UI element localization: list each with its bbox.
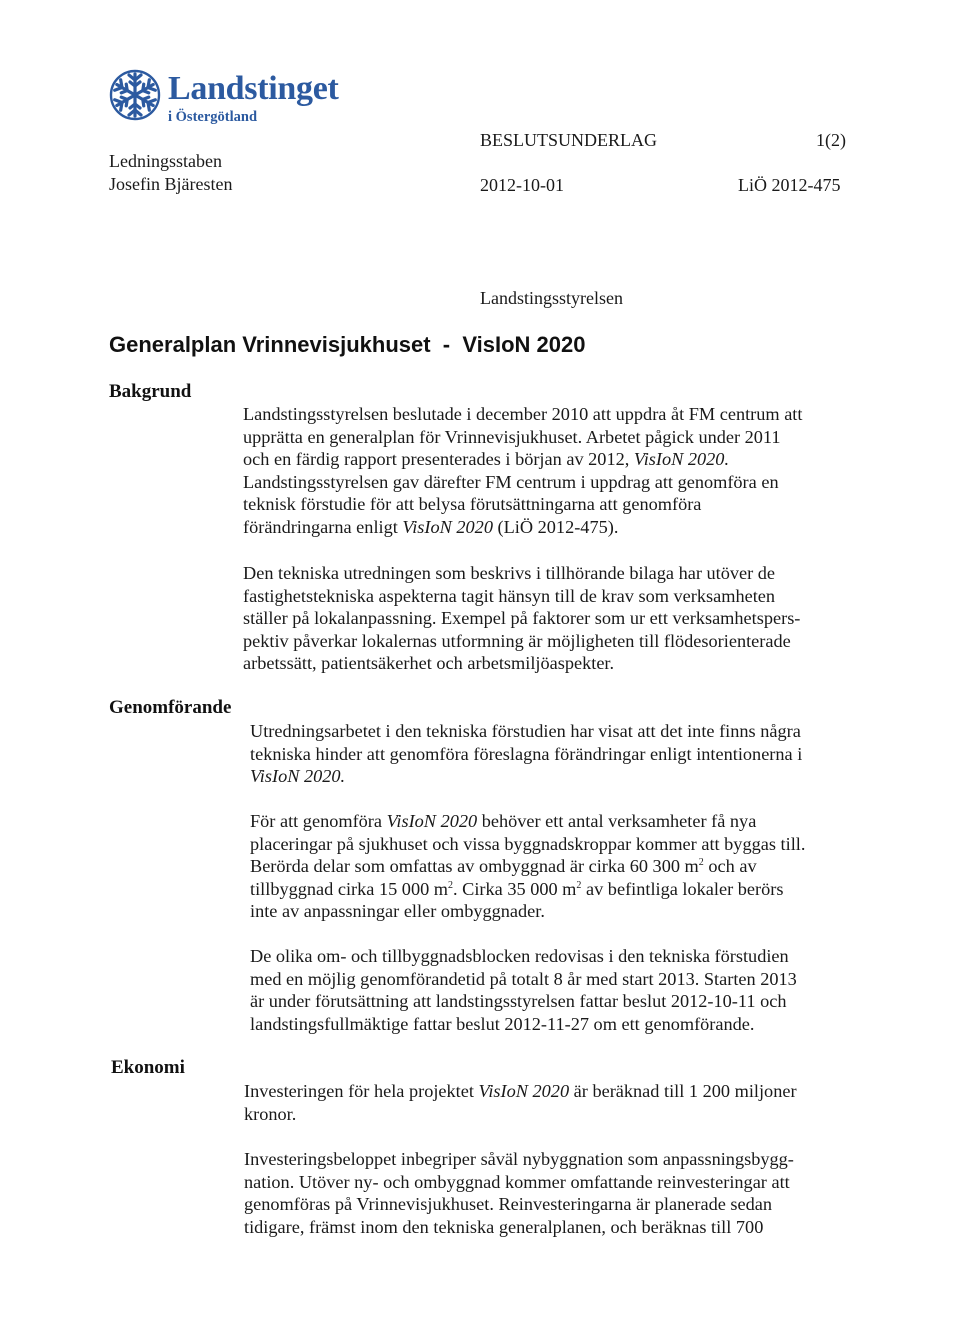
text-run: och av (708, 856, 757, 877)
genomforande-paragraph-2 (250, 810, 805, 923)
text-run: är beräknad till 1 200 miljoner (573, 1081, 797, 1101)
text-line: pektiv påverkar lokalernas utformning är möjligheten till flödesorienterade (243, 630, 791, 651)
text-run: För att genomföra (250, 811, 382, 831)
logo-subtitle: i Östergötland (168, 109, 258, 125)
logo-name: Landstinget (168, 70, 339, 107)
project-name: VisIoN 2020 (478, 1081, 570, 1101)
text-run: Investeringen för hela projektet (244, 1081, 474, 1101)
text-run: tillbyggnad cirka 15 000 m (250, 878, 449, 899)
text-line: De olika om- och tillbyggnadsblocken redovisas i den tekniska förstudien (250, 946, 789, 966)
document-title: Generalplan Vrinnevisjukhuset - VisIoN 2020 (109, 332, 586, 357)
text-run: och en färdig rapport presenterades i början av 2012, (243, 449, 630, 470)
text-line: arbetssätt, patientsäkerhet och arbetsmiljöaspekter. (243, 653, 615, 674)
text-line: ställer på lokalanpassning. Exempel på faktorer som ur ett verksamhetspers- (243, 608, 801, 629)
text-line: teknisk förstudie för att belysa förutsättningarna att genomföra (243, 494, 702, 515)
department: Ledningsstaben (109, 151, 222, 171)
text-run: Berörda delar som omfattas av ombyggnad är cirka 60 300 m (250, 856, 699, 877)
document-type: BESLUTSUNDERLAG (480, 130, 658, 150)
reference-number: LiÖ 2012-475 (738, 175, 841, 195)
superscript: 2 (698, 857, 704, 869)
text-line: genomföras på Vrinnevisjukhuset. Reinvesteringarna är planerade sedan (244, 1194, 773, 1215)
document-date: 2012-10-01 (480, 175, 564, 195)
text-line: Landstingsstyrelsen beslutade i december 2010 att uppdra åt FM centrum att (243, 404, 803, 424)
text-line (243, 448, 802, 471)
ekonomi-paragraph-1 (244, 1080, 797, 1125)
text-line (250, 810, 805, 833)
text-run: av befintliga lokaler berörs (585, 878, 784, 899)
text-line: är under förutsättning att landstingsstyrelsen fattar beslut 2012-10-11 och (250, 991, 787, 1012)
text-line: kronor. (244, 1103, 297, 1124)
text-line (244, 1080, 797, 1103)
text-line: Utredningsarbetet i den tekniska förstudien har visat att det inte finns några (250, 721, 801, 741)
project-name: VisIoN 2020. (633, 449, 730, 470)
text-line: med en möjlig genomförandetid på totalt 8 år med start 2013. Starten 2013 (250, 968, 797, 989)
text-line: Investeringsbeloppet inbegriper såväl nybyggnation som anpassningsbygg- (244, 1149, 794, 1169)
section-label-ekonomi: Ekonomi (111, 1057, 185, 1078)
text-line: nation. Utöver ny- och ombyggnad kommer omfattande reinvesteringar att (244, 1171, 790, 1192)
project-name: VisIoN 2020. (250, 766, 346, 787)
section-label-bakgrund: Bakgrund (109, 381, 192, 402)
project-name: VisIoN 2020 (402, 516, 493, 537)
snowflake-logo-icon (108, 68, 162, 122)
text-run: behöver ett antal verksamheter få nya (481, 811, 757, 831)
superscript: 2 (448, 879, 454, 891)
ekonomi-paragraph-2 (244, 1148, 794, 1238)
superscript: 2 (576, 879, 582, 891)
text-line (250, 855, 805, 878)
text-line: tekniska hinder att genomföra föreslagna förändringar enligt intentionerna i (250, 743, 803, 764)
landstinget-logo (108, 68, 368, 128)
text-line: upprätta en generalplan för Vrinnevisjukhuset. Arbetet pågick under 2011 (243, 426, 781, 447)
genomforande-paragraph-1 (250, 720, 802, 788)
text-line: landstingsfullmäktige fattar beslut 2012-11-27 om ett genomförande. (250, 1013, 755, 1034)
recipient: Landstingsstyrelsen (480, 288, 623, 308)
section-label-genomforande: Genomförande (109, 697, 232, 718)
genomforande-paragraph-3 (250, 945, 797, 1035)
text-line (243, 516, 802, 539)
text-line: tidigare, främst inom den tekniska generalplanen, och beräknas till 700 (244, 1216, 764, 1237)
page-number: 1(2) (816, 130, 846, 150)
text-run: (LiÖ 2012-475). (497, 516, 619, 537)
text-run: . Cirka 35 000 m (453, 878, 577, 899)
text-line: inte av anpassningar eller ombyggnader. (250, 901, 545, 922)
author: Josefin Bjäresten (109, 174, 233, 194)
bakgrund-paragraph-2 (243, 562, 800, 675)
text-run: förändringarna enligt (243, 516, 398, 537)
text-line: fastighetstekniska aspekterna tagit hänsyn till de krav som verksamheten (243, 585, 776, 606)
text-line: Den tekniska utredningen som beskrivs i tillhörande bilaga har utöver de (243, 563, 776, 583)
text-line: placeringar på sjukhuset och vissa byggnadskroppar kommer att byggas till. (250, 833, 806, 854)
text-line (250, 765, 802, 788)
project-name: VisIoN 2020 (386, 811, 478, 831)
text-line: Landstingsstyrelsen gav därefter FM centrum i uppdrag att genomföra en (243, 471, 779, 492)
text-line (250, 878, 805, 901)
bakgrund-paragraph-1 (243, 403, 802, 539)
